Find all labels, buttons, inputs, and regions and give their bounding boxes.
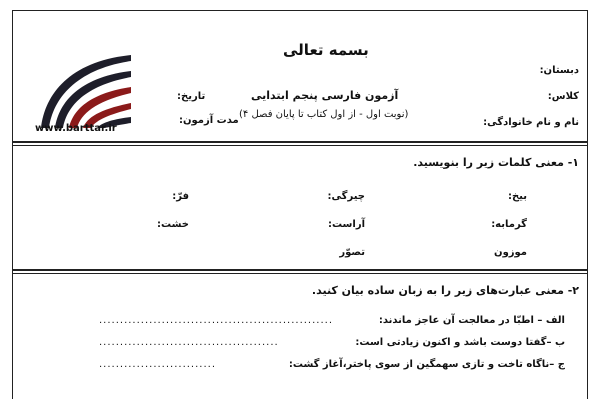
q2-item: ج –ناگاه تاخت و تازی سهمگین از سوی پاختر،آغاز گشت: xyxy=(288,359,565,370)
answer-blank[interactable]: ........................................... xyxy=(99,337,279,348)
duration-label: مدت آزمون: xyxy=(179,115,239,126)
q1-word: آراست: xyxy=(327,219,365,230)
answer-blank[interactable]: ............................ xyxy=(99,359,217,370)
q1-word: خشت: xyxy=(157,219,189,230)
class-label: کلاس: xyxy=(547,91,579,102)
date-label: تاریخ: xyxy=(177,91,206,102)
school-label: دبستان: xyxy=(539,65,579,76)
question-divider-thin xyxy=(13,273,587,274)
q2-item: الف – اطبّا در معالجت آن عاجز ماندند: xyxy=(378,315,565,326)
page-title: بسمه تعالی xyxy=(283,41,369,59)
q1-word: موزون xyxy=(494,247,527,258)
exam-title: آزمون فارسی پنجم ابتدایی xyxy=(251,89,399,102)
question-1-prompt: ۱- معنی کلمات زیر را بنویسید. xyxy=(413,156,579,169)
logo xyxy=(31,43,151,133)
q1-word: چیرگی: xyxy=(327,191,365,202)
exam-subtitle: (نوبت اول - از اول کتاب تا پایان فصل ۴) xyxy=(239,109,409,120)
q1-word: گرمابه: xyxy=(491,219,527,230)
q1-word: بیخ: xyxy=(507,191,527,202)
q1-word: تصوّر xyxy=(339,247,365,258)
header-divider xyxy=(13,141,587,143)
question-2-prompt: ۲- معنی عبارت‌های زیر را به زبان ساده بیان کنید. xyxy=(311,284,579,297)
header-divider-thin xyxy=(13,145,587,146)
q1-word: فرّ: xyxy=(172,191,189,202)
name-label: نام و نام خانوادگی: xyxy=(483,117,579,128)
question-divider xyxy=(13,269,587,271)
q2-item: ب –گفتا دوست باشد و اکنون زیادتی است: xyxy=(355,337,565,348)
answer-blank[interactable]: ........................................................ xyxy=(99,315,334,326)
exam-sheet xyxy=(12,10,588,399)
logo-url: www.barttar.ir xyxy=(35,123,117,134)
